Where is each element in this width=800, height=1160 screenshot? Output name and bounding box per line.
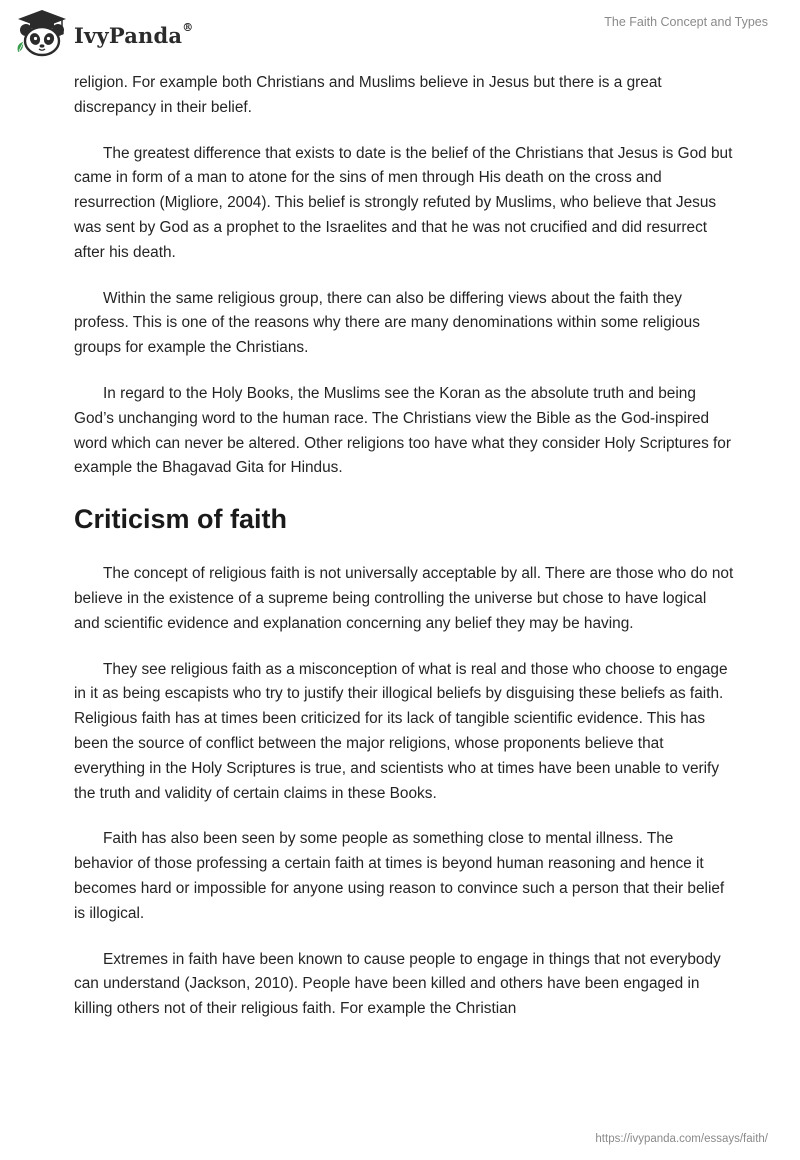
essay-body xyxy=(74,71,734,1043)
paragraph: They see religious faith as a misconception of what is real and those who choose to engage in it as being escapists who try to justify their illogical beliefs by disguising these beliefs as faith. Religious faith has at times been criticized for its lack of tangible scientific evidence. This has been the source of conflict between the major religions, whose proponents believe that everything in the Holy Scriptures is true, and scientists who at times have been unable to verify the truth and validity of certain claims in these Books. xyxy=(74,660,728,802)
registered-mark: ® xyxy=(182,20,194,34)
panda-graduate-icon xyxy=(14,8,70,58)
brand-name: IvyPanda® xyxy=(74,20,194,48)
paragraph: Within the same religious group, there can also be differing views about the faith they profess. This is one of the reasons why there are many denominations within some religious groups for example the Christians. xyxy=(74,289,700,357)
paragraph: In regard to the Holy Books, the Muslims see the Koran as the absolute truth and being God’s unchanging word to the human race. The Christians view the Bible as the God-inspired word which can never be altered. Other religions too have what they consider Holy Scriptures for example the Bhagavad Gita for Hindus. xyxy=(74,384,731,477)
paragraph: The greatest difference that exists to date is the belief of the Christians that Jesus is God but came in form of a man to atone for the sins of men through His death on the cross and resurrection (Migliore, 2004). This belief is strongly refuted by Muslims, who believe that Jesus was sent by God as a prophet to the Israelites and that he was not crucified and did resurrect after his death. xyxy=(74,144,733,261)
ivypanda-logo[interactable] xyxy=(14,8,193,58)
paragraph: Extremes in faith have been known to cause people to engage in things that not everybody can understand (Jackson, 2010). People have been killed and others have been engaged in killing others not of their religious faith. For example the Christian xyxy=(74,950,721,1018)
paragraph: The concept of religious faith is not universally acceptable by all. There are those who do not believe in the existence of a supreme being controlling the universe but chose to have logical and scientific evidence and explanation concerning any belief they may be having. xyxy=(74,565,734,632)
paragraph: religion. For example both Christians and Muslims believe in Jesus but there is a great discrepancy in their belief. xyxy=(74,74,662,116)
section-heading: Criticism of faith xyxy=(74,504,288,535)
page-header xyxy=(0,0,800,70)
paragraph: Faith has also been seen by some people as something close to mental illness. The behavior of those professing a certain faith at times is beyond human reasoning and hence it becomes hard or impossible for anyone using reason to convince such a person that their belief is illogical. xyxy=(74,830,725,922)
document-title: The Faith Concept and Types xyxy=(604,15,768,29)
page-url[interactable]: https://ivypanda.com/essays/faith/ xyxy=(595,1133,768,1145)
